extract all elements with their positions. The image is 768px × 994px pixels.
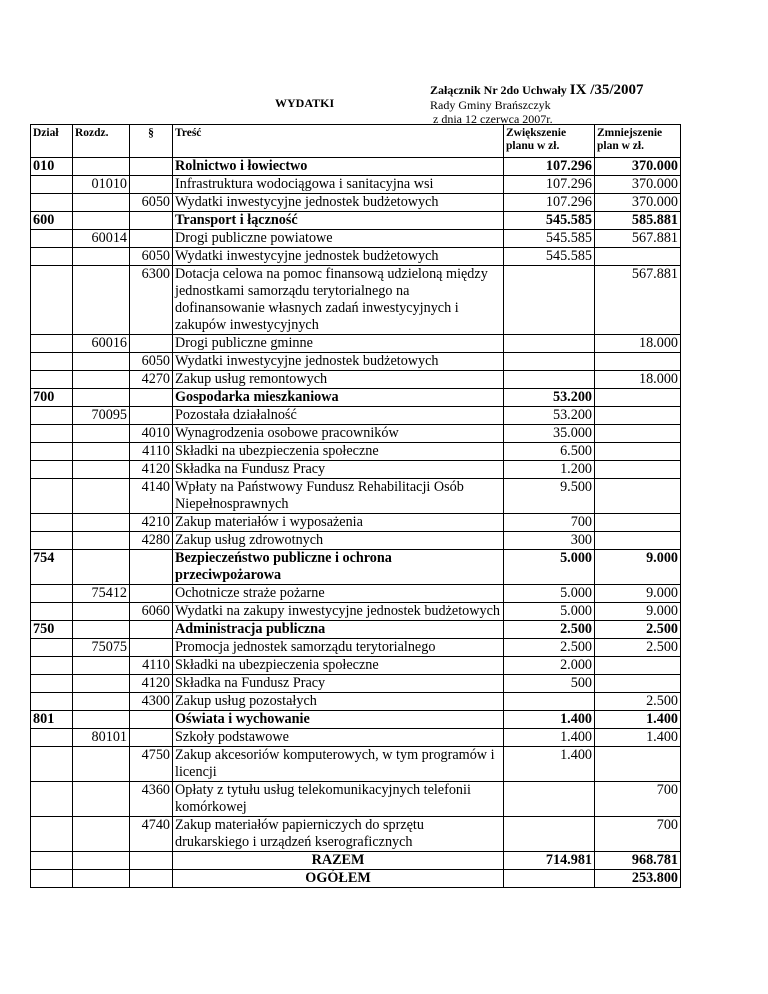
cell-paragraph	[130, 711, 173, 729]
cell-rozdz	[73, 550, 130, 585]
cell-dzial	[31, 176, 73, 194]
cell-dzial	[31, 693, 73, 711]
cell-empty	[130, 852, 173, 870]
cell-rozdz	[73, 603, 130, 621]
cell-rozdz	[73, 461, 130, 479]
cell-tresc: Transport i łączność	[173, 212, 504, 230]
col-decrease	[595, 125, 681, 158]
cell-increase: 545.585	[504, 212, 595, 230]
table-row	[31, 675, 681, 693]
cell-rozdz	[73, 389, 130, 407]
cell-rozdz	[73, 532, 130, 550]
cell-rozdz: 60016	[73, 335, 130, 353]
cell-tresc: Bezpieczeństwo publiczne i ochrona przeciwpożarowa	[173, 550, 504, 585]
cell-dzial: 801	[31, 711, 73, 729]
cell-increase	[504, 693, 595, 711]
cell-dzial: 600	[31, 212, 73, 230]
attachment-number: IX /35/2007	[569, 82, 644, 98]
cell-paragraph: 4140	[130, 479, 173, 514]
col-increase	[504, 125, 595, 158]
cell-rozdz	[73, 621, 130, 639]
cell-dzial	[31, 603, 73, 621]
cell-increase: 1.400	[504, 711, 595, 729]
cell-increase: 53.200	[504, 407, 595, 425]
table-row	[31, 194, 681, 212]
cell-tresc: Wydatki inwestycyjne jednostek budżetowych	[173, 194, 504, 212]
cell-rozdz: 80101	[73, 729, 130, 747]
cell-tresc: Drogi publiczne powiatowe	[173, 230, 504, 248]
total-decrease: 968.781	[595, 852, 681, 870]
table-row	[31, 621, 681, 639]
cell-dzial: 750	[31, 621, 73, 639]
cell-rozdz	[73, 353, 130, 371]
cell-increase: 700	[504, 514, 595, 532]
cell-decrease	[595, 461, 681, 479]
cell-dzial	[31, 585, 73, 603]
cell-paragraph: 4300	[130, 693, 173, 711]
cell-tresc: Wydatki inwestycyjne jednostek budżetowych	[173, 248, 504, 266]
table-row	[31, 550, 681, 585]
cell-increase	[504, 353, 595, 371]
cell-paragraph: 6060	[130, 603, 173, 621]
col-increase-line1: Zwiększenie	[506, 127, 567, 139]
cell-paragraph	[130, 176, 173, 194]
cell-decrease	[595, 514, 681, 532]
cell-decrease: 567.881	[595, 266, 681, 335]
cell-increase: 5.000	[504, 585, 595, 603]
cell-dzial	[31, 230, 73, 248]
table-row	[31, 407, 681, 425]
cell-tresc: Ochotnicze straże pożarne	[173, 585, 504, 603]
cell-decrease: 700	[595, 782, 681, 817]
cell-decrease: 9.000	[595, 550, 681, 585]
total-row	[31, 852, 681, 870]
cell-decrease	[595, 389, 681, 407]
cell-increase: 9.500	[504, 479, 595, 514]
cell-decrease: 9.000	[595, 603, 681, 621]
cell-dzial	[31, 371, 73, 389]
cell-dzial: 754	[31, 550, 73, 585]
cell-paragraph: 4280	[130, 532, 173, 550]
cell-dzial	[31, 248, 73, 266]
table-row	[31, 585, 681, 603]
cell-paragraph	[130, 212, 173, 230]
cell-tresc: Wynagrodzenia osobowe pracowników	[173, 425, 504, 443]
cell-paragraph	[130, 230, 173, 248]
cell-decrease: 370.000	[595, 176, 681, 194]
cell-dzial: 700	[31, 389, 73, 407]
cell-paragraph	[130, 621, 173, 639]
cell-paragraph: 4120	[130, 675, 173, 693]
cell-dzial	[31, 657, 73, 675]
table-row	[31, 371, 681, 389]
cell-paragraph	[130, 729, 173, 747]
cell-decrease	[595, 407, 681, 425]
total-increase	[504, 870, 595, 888]
cell-dzial	[31, 514, 73, 532]
cell-increase	[504, 371, 595, 389]
cell-tresc: Zakup usług zdrowotnych	[173, 532, 504, 550]
cell-paragraph	[130, 335, 173, 353]
cell-decrease	[595, 747, 681, 782]
cell-decrease	[595, 353, 681, 371]
page-title: WYDATKI	[275, 96, 335, 110]
table-row	[31, 158, 681, 176]
total-row	[31, 870, 681, 888]
cell-increase: 1.400	[504, 747, 595, 782]
cell-tresc: Promocja jednostek samorządu terytorialnego	[173, 639, 504, 657]
cell-tresc: Pozostała działalność	[173, 407, 504, 425]
cell-dzial	[31, 479, 73, 514]
cell-paragraph: 4740	[130, 817, 173, 852]
cell-increase	[504, 782, 595, 817]
total-label: OGÓŁEM	[173, 870, 504, 888]
cell-tresc: Zakup usług remontowych	[173, 371, 504, 389]
cell-tresc: Zakup usług pozostałych	[173, 693, 504, 711]
cell-paragraph: 4120	[130, 461, 173, 479]
cell-increase	[504, 266, 595, 335]
cell-dzial	[31, 353, 73, 371]
cell-paragraph	[130, 639, 173, 657]
cell-rozdz	[73, 371, 130, 389]
cell-decrease	[595, 425, 681, 443]
cell-increase: 53.200	[504, 389, 595, 407]
cell-rozdz	[73, 711, 130, 729]
cell-increase: 107.296	[504, 158, 595, 176]
total-decrease: 253.800	[595, 870, 681, 888]
cell-tresc: Składka na Fundusz Pracy	[173, 675, 504, 693]
cell-dzial	[31, 425, 73, 443]
cell-tresc: Opłaty z tytułu usług telekomunikacyjnych telefonii komórkowej	[173, 782, 504, 817]
cell-paragraph: 4110	[130, 657, 173, 675]
cell-tresc: Administracja publiczna	[173, 621, 504, 639]
cell-tresc: Wydatki na zakupy inwestycyjne jednostek budżetowych	[173, 603, 504, 621]
cell-paragraph: 6300	[130, 266, 173, 335]
cell-increase: 107.296	[504, 176, 595, 194]
cell-rozdz	[73, 514, 130, 532]
cell-empty	[31, 870, 73, 888]
cell-decrease	[595, 248, 681, 266]
cell-decrease: 370.000	[595, 194, 681, 212]
cell-rozdz	[73, 479, 130, 514]
cell-tresc: Zakup akcesoriów komputerowych, w tym programów i licencji	[173, 747, 504, 782]
cell-empty	[130, 870, 173, 888]
cell-increase: 6.500	[504, 443, 595, 461]
cell-tresc: Oświata i wychowanie	[173, 711, 504, 729]
cell-decrease	[595, 532, 681, 550]
cell-increase: 35.000	[504, 425, 595, 443]
table-row	[31, 443, 681, 461]
cell-decrease: 9.000	[595, 585, 681, 603]
cell-increase: 2.000	[504, 657, 595, 675]
col-decrease-line2: plan w zł.	[597, 140, 644, 152]
cell-rozdz: 75412	[73, 585, 130, 603]
table-row	[31, 514, 681, 532]
cell-increase: 5.000	[504, 550, 595, 585]
col-tresc: Treść	[173, 125, 504, 158]
cell-rozdz	[73, 782, 130, 817]
cell-paragraph	[130, 550, 173, 585]
total-label: RAZEM	[173, 852, 504, 870]
cell-tresc: Szkoły podstawowe	[173, 729, 504, 747]
cell-rozdz	[73, 194, 130, 212]
cell-increase: 300	[504, 532, 595, 550]
table-header-row	[31, 125, 681, 158]
cell-dzial	[31, 194, 73, 212]
table-row	[31, 230, 681, 248]
cell-paragraph: 4270	[130, 371, 173, 389]
cell-increase: 2.500	[504, 639, 595, 657]
cell-decrease: 700	[595, 817, 681, 852]
cell-dzial	[31, 532, 73, 550]
table-row	[31, 532, 681, 550]
cell-rozdz: 01010	[73, 176, 130, 194]
cell-empty	[73, 870, 130, 888]
cell-paragraph: 4750	[130, 747, 173, 782]
cell-rozdz	[73, 693, 130, 711]
cell-decrease	[595, 657, 681, 675]
cell-decrease: 18.000	[595, 371, 681, 389]
date-line: z dnia 12 czerwca 2007r.	[433, 112, 553, 126]
cell-decrease	[595, 443, 681, 461]
attachment-prefix: Załącznik Nr 2do Uchwały	[430, 83, 567, 97]
cell-paragraph	[130, 585, 173, 603]
council-line: Rady Gminy Brańszczyk	[430, 98, 551, 112]
cell-decrease	[595, 675, 681, 693]
table-row	[31, 212, 681, 230]
cell-decrease: 585.881	[595, 212, 681, 230]
cell-dzial	[31, 675, 73, 693]
cell-dzial	[31, 266, 73, 335]
expenditure-table	[30, 124, 681, 888]
cell-rozdz	[73, 212, 130, 230]
col-increase-line2: planu w zł.	[506, 140, 560, 152]
cell-rozdz: 60014	[73, 230, 130, 248]
table-row	[31, 817, 681, 852]
cell-increase: 1.400	[504, 729, 595, 747]
table-row	[31, 747, 681, 782]
cell-increase: 107.296	[504, 194, 595, 212]
cell-tresc: Rolnictwo i łowiectwo	[173, 158, 504, 176]
cell-dzial	[31, 729, 73, 747]
table-row	[31, 461, 681, 479]
cell-decrease: 2.500	[595, 621, 681, 639]
table-row	[31, 335, 681, 353]
cell-paragraph: 6050	[130, 248, 173, 266]
cell-tresc: Wpłaty na Państwowy Fundusz Rehabilitacji Osób Niepełnosprawnych	[173, 479, 504, 514]
cell-decrease: 370.000	[595, 158, 681, 176]
cell-tresc: Zakup materiałów papierniczych do sprzętu drukarskiego i urządzeń kserograficznych	[173, 817, 504, 852]
table-row	[31, 425, 681, 443]
table-row	[31, 657, 681, 675]
cell-tresc: Wydatki inwestycyjne jednostek budżetowych	[173, 353, 504, 371]
cell-increase: 500	[504, 675, 595, 693]
cell-increase: 5.000	[504, 603, 595, 621]
cell-increase: 545.585	[504, 248, 595, 266]
cell-paragraph	[130, 407, 173, 425]
cell-paragraph: 4360	[130, 782, 173, 817]
cell-dzial	[31, 407, 73, 425]
cell-rozdz	[73, 443, 130, 461]
col-decrease-line1: Zmniejszenie	[597, 127, 663, 139]
table-row	[31, 603, 681, 621]
cell-rozdz	[73, 817, 130, 852]
cell-tresc: Dotacja celowa na pomoc finansową udzieloną między jednostkami samorządu terytorialnego na dofinansowanie własnych zadań inwestycyjnych i zakupów inwestycyjnych	[173, 266, 504, 335]
table-body	[31, 158, 681, 888]
col-paragraph: §	[130, 125, 173, 158]
table-row	[31, 479, 681, 514]
cell-paragraph	[130, 389, 173, 407]
cell-decrease: 2.500	[595, 693, 681, 711]
cell-decrease: 2.500	[595, 639, 681, 657]
cell-tresc: Zakup materiałów i wyposażenia	[173, 514, 504, 532]
table-row	[31, 248, 681, 266]
cell-dzial	[31, 782, 73, 817]
cell-increase: 545.585	[504, 230, 595, 248]
col-dzial: Dział	[31, 125, 73, 158]
cell-rozdz	[73, 266, 130, 335]
total-increase: 714.981	[504, 852, 595, 870]
table-row	[31, 389, 681, 407]
cell-decrease: 567.881	[595, 230, 681, 248]
cell-empty	[73, 852, 130, 870]
cell-tresc: Składki na ubezpieczenia społeczne	[173, 443, 504, 461]
cell-increase	[504, 817, 595, 852]
table-row	[31, 693, 681, 711]
cell-rozdz	[73, 248, 130, 266]
cell-decrease: 18.000	[595, 335, 681, 353]
cell-paragraph: 4110	[130, 443, 173, 461]
cell-tresc: Gospodarka mieszkaniowa	[173, 389, 504, 407]
table-row	[31, 782, 681, 817]
cell-dzial	[31, 443, 73, 461]
cell-dzial: 010	[31, 158, 73, 176]
cell-dzial	[31, 461, 73, 479]
cell-tresc: Składki na ubezpieczenia społeczne	[173, 657, 504, 675]
table-row	[31, 266, 681, 335]
table-row	[31, 353, 681, 371]
cell-rozdz	[73, 425, 130, 443]
attachment-line	[430, 84, 644, 97]
cell-rozdz	[73, 657, 130, 675]
cell-decrease: 1.400	[595, 729, 681, 747]
cell-rozdz: 70095	[73, 407, 130, 425]
cell-rozdz	[73, 747, 130, 782]
cell-paragraph: 6050	[130, 353, 173, 371]
cell-paragraph: 6050	[130, 194, 173, 212]
cell-paragraph	[130, 158, 173, 176]
cell-increase: 2.500	[504, 621, 595, 639]
cell-paragraph: 4210	[130, 514, 173, 532]
cell-tresc: Infrastruktura wodociągowa i sanitacyjna wsi	[173, 176, 504, 194]
cell-dzial	[31, 335, 73, 353]
table-row	[31, 729, 681, 747]
cell-dzial	[31, 639, 73, 657]
cell-dzial	[31, 747, 73, 782]
table-row	[31, 711, 681, 729]
cell-dzial	[31, 817, 73, 852]
cell-paragraph: 4010	[130, 425, 173, 443]
cell-rozdz	[73, 158, 130, 176]
cell-decrease	[595, 479, 681, 514]
cell-rozdz	[73, 675, 130, 693]
cell-increase	[504, 335, 595, 353]
cell-tresc: Składka na Fundusz Pracy	[173, 461, 504, 479]
cell-tresc: Drogi publiczne gminne	[173, 335, 504, 353]
cell-increase: 1.200	[504, 461, 595, 479]
table-row	[31, 176, 681, 194]
cell-rozdz: 75075	[73, 639, 130, 657]
table-row	[31, 639, 681, 657]
col-rozdz: Rozdz.	[73, 125, 130, 158]
cell-decrease: 1.400	[595, 711, 681, 729]
cell-empty	[31, 852, 73, 870]
